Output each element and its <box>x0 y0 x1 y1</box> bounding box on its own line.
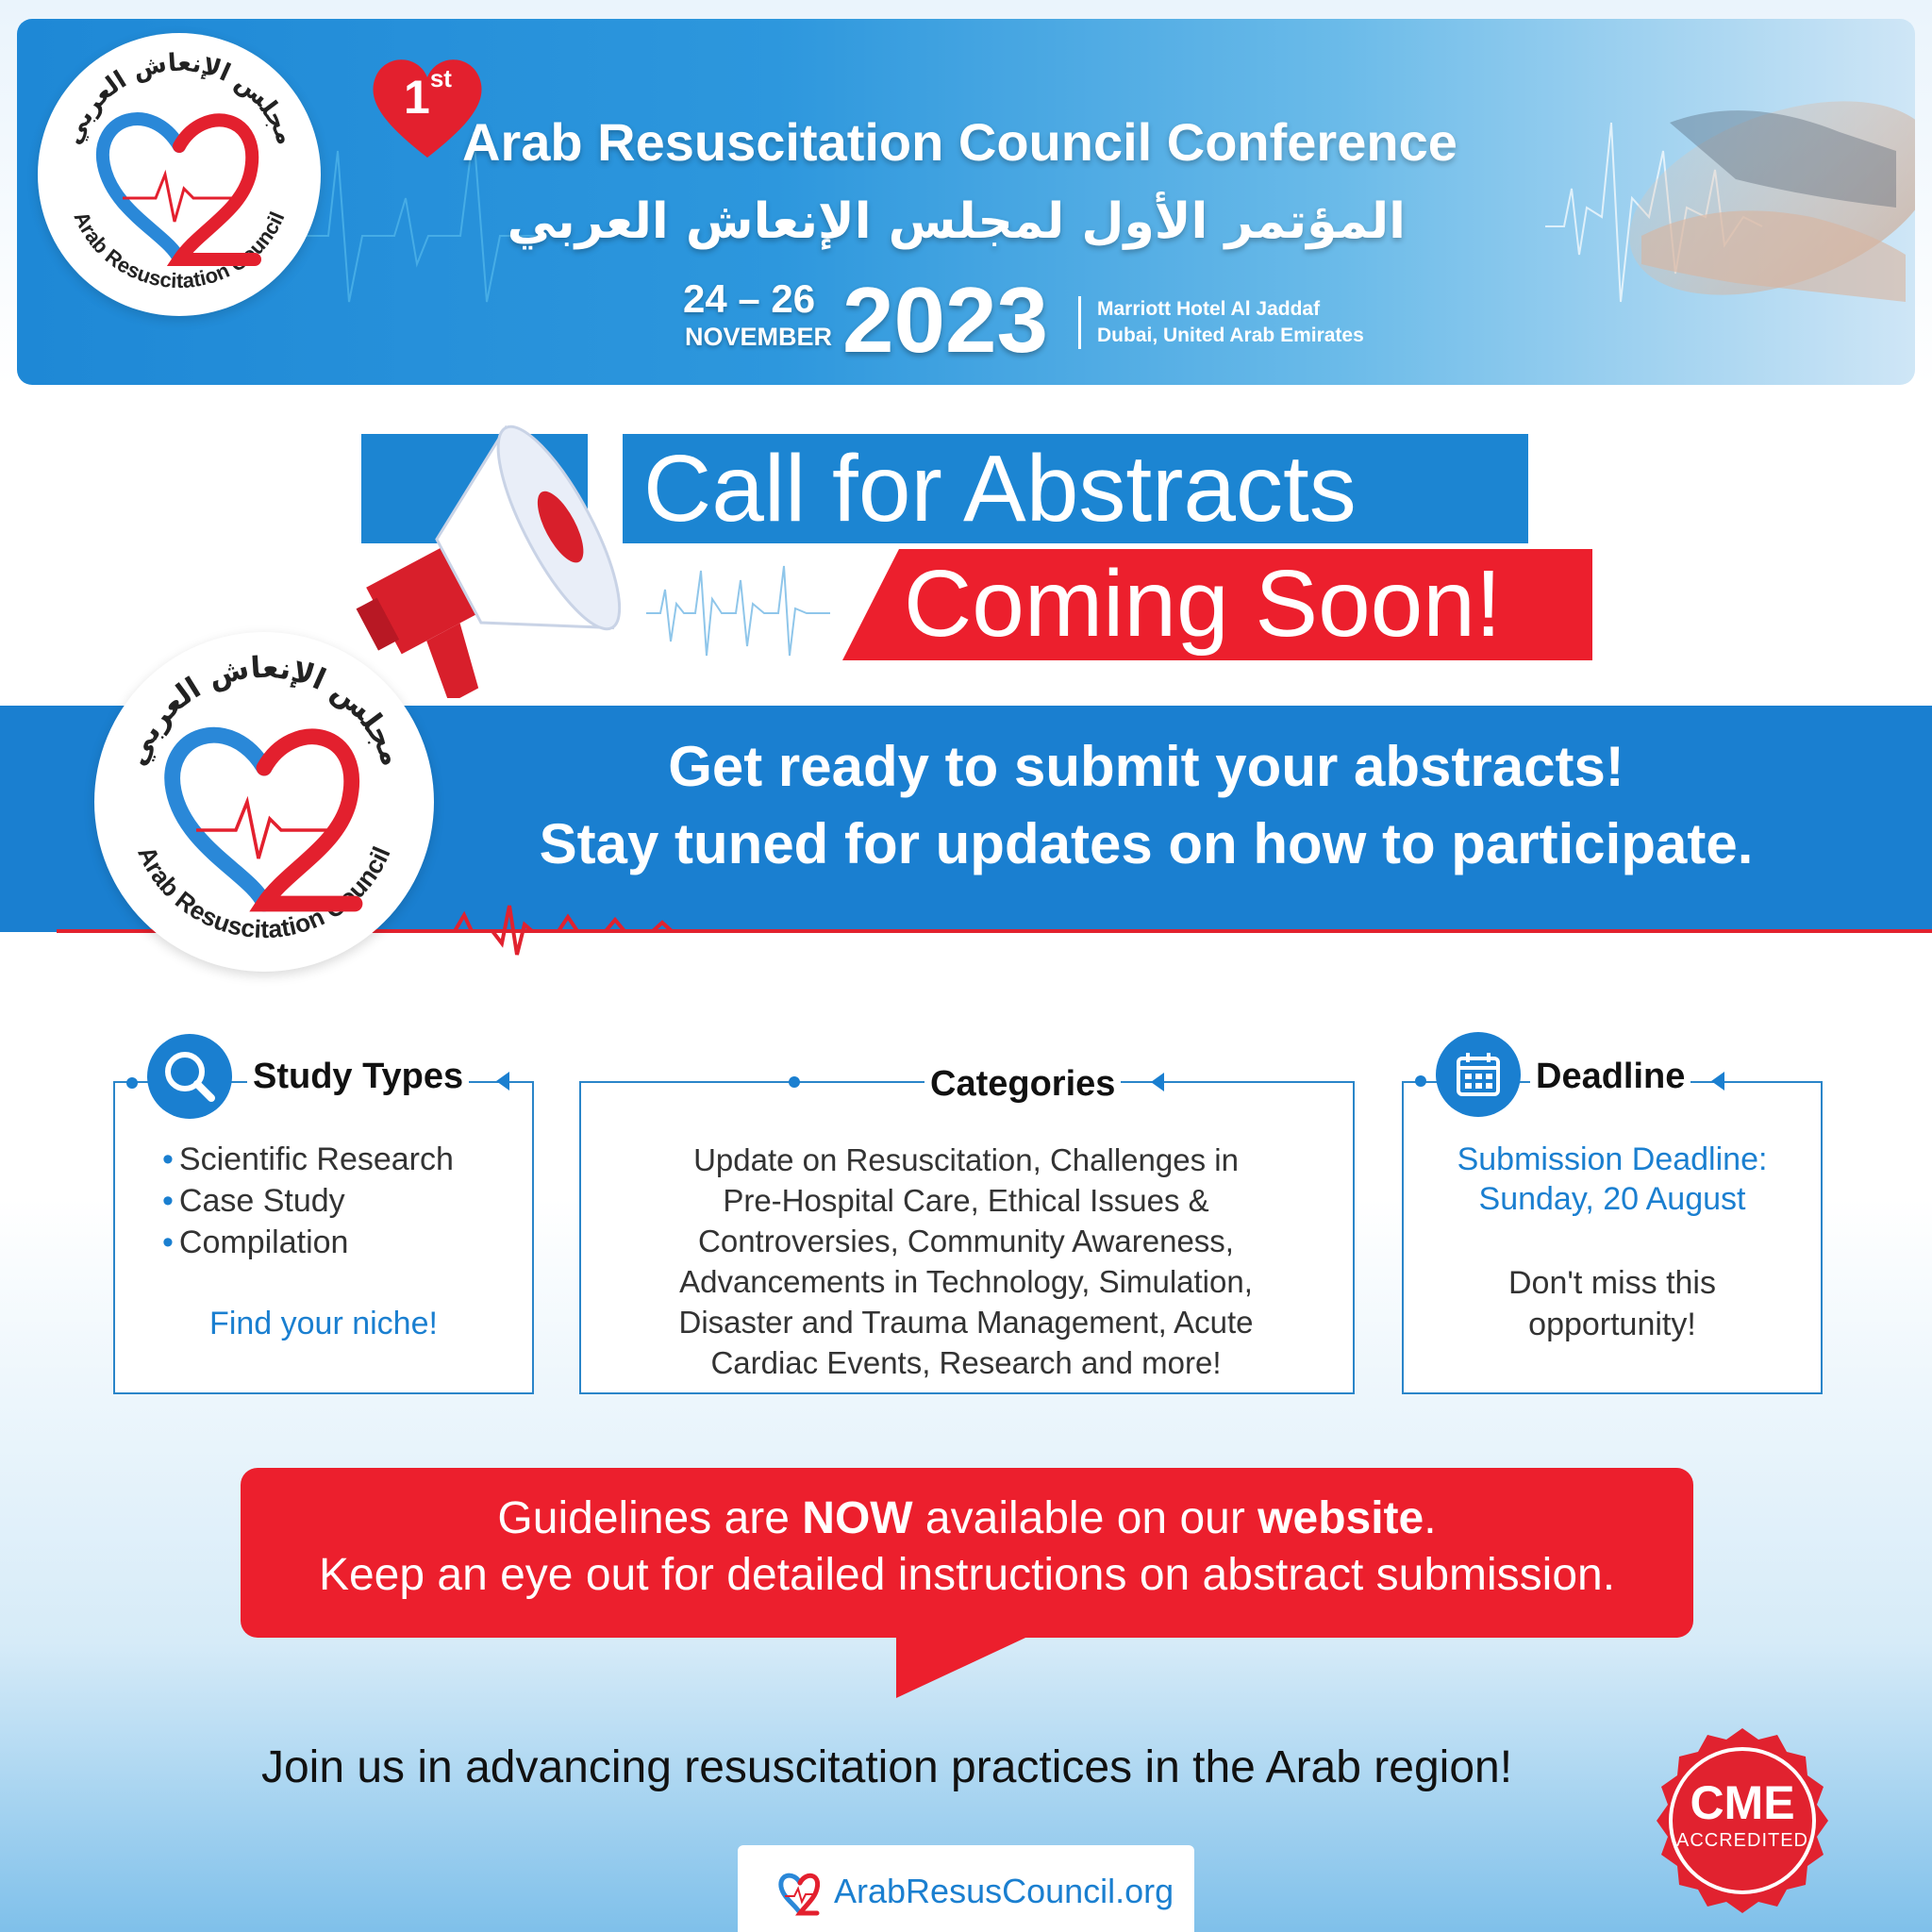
guidelines-line1: Guidelines are NOW available on our website. <box>497 1493 1437 1543</box>
deadline-note: Don't miss this opportunity! <box>1508 1265 1716 1342</box>
list-item: • Scientific Research <box>162 1139 454 1180</box>
speech-bubble-tail <box>896 1632 1038 1698</box>
svg-text:مجلس الإنعاش العربي: مجلس الإنعاش العربي <box>119 650 409 771</box>
deadline-label: Submission Deadline: <box>1457 1141 1768 1177</box>
coming-soon-text: Coming Soon! <box>904 551 1502 657</box>
ecg-heartbeat-icon <box>436 896 691 962</box>
coming-soon-slant <box>842 549 899 660</box>
arrow-left-icon <box>1711 1072 1724 1091</box>
hands-cpr-photo <box>1500 19 1915 385</box>
cme-label: CME <box>1690 1776 1795 1829</box>
call-for-abstracts-text: Call for Abstracts <box>643 436 1357 541</box>
date-month: NOVEMBER <box>685 323 833 351</box>
header-logo <box>38 33 321 316</box>
band-subheading: Stay tuned for updates on how to participate. <box>539 812 1754 875</box>
list-item: • Compilation <box>162 1222 454 1263</box>
box-corner-dot <box>789 1076 800 1088</box>
date-range: 24 – 26 <box>683 276 816 321</box>
deadline-box <box>1402 1081 1823 1394</box>
date-year: 2023 <box>842 268 1049 372</box>
conference-title-arabic: المؤتمر الأول لمجلس الإنعاش العربي <box>507 193 1406 250</box>
categories-title: Categories <box>924 1064 1121 1105</box>
list-item: • Case Study <box>162 1180 454 1222</box>
logo-heart-icon <box>94 632 434 972</box>
conference-title: Arab Resuscitation Council Conference <box>462 112 1457 172</box>
first-edition-label: 1st <box>404 64 452 124</box>
arrow-left-icon <box>1151 1073 1164 1091</box>
council-logo <box>94 632 434 972</box>
svg-text:مجلس الإنعاش العربي: مجلس الإنعاش العربي <box>58 48 300 149</box>
deadline-title: Deadline <box>1530 1057 1690 1097</box>
arrow-left-icon <box>496 1072 509 1091</box>
study-types-title: Study Types <box>247 1057 469 1097</box>
join-us-text: Join us in advancing resuscitation practices in the Arab region! <box>260 1742 1513 1792</box>
accredited-label: ACCREDITED <box>1675 1830 1808 1851</box>
box-corner-dot <box>1415 1075 1426 1087</box>
guidelines-line2: Keep an eye out for detailed instructions on abstract submission. <box>318 1550 1616 1600</box>
venue-city: Dubai, United Arab Emirates <box>1097 325 1364 346</box>
study-types-tagline: Find your niche! <box>209 1306 438 1341</box>
pulse-line-icon <box>646 552 830 670</box>
categories-text: Update on Resuscitation, Challenges in Pre-Hospital Care, Ethical Issues & Controversies, Community Awareness, Advancements in Technology, Simulation, Disaster and Trauma Management, Acute Cardiac Events, Research and more! <box>678 1142 1254 1380</box>
megaphone-icon <box>321 387 641 698</box>
heart-logo-icon <box>774 1866 826 1917</box>
venue-divider <box>1078 296 1081 349</box>
study-types-list <box>162 1139 454 1263</box>
box-corner-dot <box>126 1077 138 1089</box>
deadline-badge <box>1436 1032 1521 1117</box>
venue-hotel: Marriott Hotel Al Jaddaf <box>1097 298 1321 320</box>
svg-text:Arab Resuscitation Council: Arab Resuscitation Council <box>132 841 396 944</box>
band-heading: Get ready to submit your abstracts! <box>668 735 1624 798</box>
study-types-badge <box>147 1034 232 1119</box>
deadline-date: Sunday, 20 August <box>1478 1181 1746 1217</box>
search-icon <box>147 1034 232 1119</box>
website-link[interactable]: ArabResusCouncil.org <box>834 1872 1174 1910</box>
logo-heart-icon <box>38 33 321 316</box>
calendar-icon <box>1436 1032 1521 1117</box>
svg-text:Arab Resuscitation Council: Arab Resuscitation Council <box>69 208 290 293</box>
